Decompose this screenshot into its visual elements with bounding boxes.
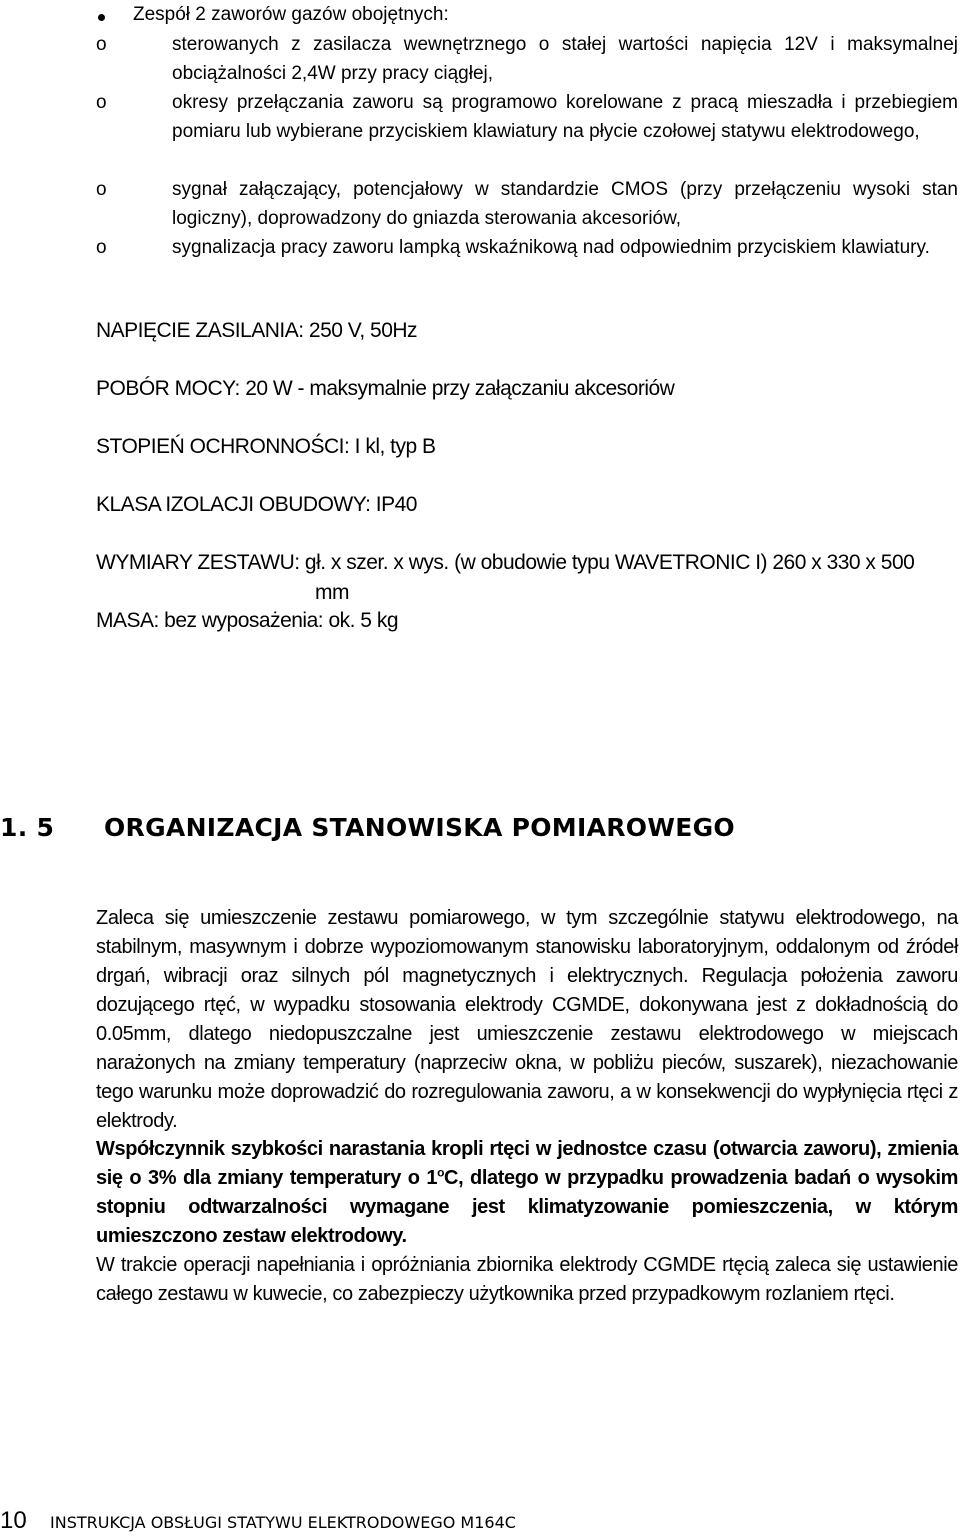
- sub-list-item-text: okresy przełączania zaworu są programowo korelowane z pracą mieszadła i przebiegiem pomiaru lub wybierane przyciskiem klawiatury na płycie czołowej statywu elektrodowego,: [172, 92, 958, 142]
- spec-power-consumption: POBÓR MOCY: 20 W - maksymalnie przy załączaniu akcesoriów: [96, 377, 675, 400]
- paragraph-temperature: [96, 1135, 958, 1251]
- bullet-dot-icon: [98, 14, 105, 21]
- spec-dimensions-unit: mm: [315, 581, 349, 604]
- paragraph-temperature-text: Współczynnik szybkości narastania kropli rtęci w jednostce czasu (otwarcia zaworu), zmienia się o 3% dla zmiany temperatury o 1: [96, 1138, 958, 1189]
- degree-sup: o: [437, 1165, 445, 1180]
- paragraph-temperature-text-cont: C, dlatego w przypadku prowadzenia badań o wysokim stopniu odtwarzalności wymagane jest klimatyzowanie pomieszczenia, w którym umieszczono zestaw elektrodowy.: [96, 1167, 958, 1247]
- sub-list-item: [96, 88, 958, 175]
- spec-insulation-class: KLASA IZOLACJI OBUDOWY: IP40: [96, 493, 417, 516]
- spec-protection-class: STOPIEŃ OCHRONNOŚCI: I kl, typ B: [96, 435, 436, 458]
- bullet-title: Zespół 2 zaworów gazów obojętnych:: [133, 4, 449, 25]
- sub-list-item-text: sterowanych z zasilacza wewnętrznego o stałej wartości napięcia 12V i maksymalnej obciążalności 2,4W przy pracy ciągłej,: [172, 34, 958, 84]
- sub-list-item: [96, 233, 958, 291]
- page-number: 10: [0, 1507, 27, 1534]
- sub-list-item: [96, 175, 958, 233]
- spec-mass: MASA: bez wyposażenia: ok. 5 kg: [96, 609, 398, 632]
- sub-bullet-marker: o: [96, 34, 107, 55]
- footer-title: INSTRUKCJA OBSŁUGI STATYWU ELEKTRODOWEGO M164C: [50, 1513, 516, 1532]
- sub-list-item-text: sygnał załączający, potencjałowy w standardzie CMOS (przy przełączeniu wysoki stan logiczny), doprowadzony do gniazda sterowania akcesoriów,: [172, 179, 958, 229]
- paragraph-placement: Zaleca się umieszczenie zestawu pomiarowego, w tym szczególnie statywu elektrodowego, na stabilnym, masywnym i dobrze wypoziomowanym stanowisku laboratoryjnym, oddalonym od źródeł drgań, wibracji oraz silnych pól magnetycznych i elektrycznych. Regulacja położenia zaworu dozującego rtęć, w wypadku stosowania elektrody CGMDE, dokonywana jest z dokładnością do 0.05mm, dlatego niedopuszczalne jest umieszczenie zestawu elektrodowego w miejscach narażonych na zmiany temperatury (naprzeciw okna, w pobliżu pieców, suszarek), niezachowanie tego warunku może doprowadzić do rozregulowania zaworu, a w konsekwencji do wypłynięcia rtęci z elektrody.: [96, 907, 958, 1132]
- paragraph-mercury-handling: W trakcie operacji napełniania i opróżniania zbiornika elektrody CGMDE rtęcią zaleca się ustawienie całego zestawu w kuwecie, co zabezpieczy użytkownika przed przypadkowym rozlaniem rtęci.: [96, 1254, 958, 1305]
- sub-bullet-marker: o: [96, 92, 107, 113]
- sub-list-item: [96, 30, 958, 88]
- sub-bullet-marker: o: [96, 237, 107, 258]
- spec-dimensions-line: WYMIARY ZESTAWU: gł. x szer. x wys. (w obudowie typu WAVETRONIC I) 260 x 330 x 500: [96, 551, 915, 574]
- bullet-list: [0, 0, 960, 310]
- spec-dimensions: [96, 548, 956, 608]
- page-footer: [0, 1506, 960, 1536]
- sub-bullet-marker: o: [96, 179, 107, 200]
- section-title: ORGANIZACJA STANOWISKA POMIAROWEGO: [104, 813, 735, 842]
- sub-list-item-text: sygnalizacja pracy zaworu lampką wskaźnikową nad odpowiednim przyciskiem klawiatury.: [172, 237, 930, 258]
- spec-power-supply: NAPIĘCIE ZASILANIA: 250 V, 50Hz: [96, 319, 418, 342]
- section-number: 1. 5: [0, 813, 55, 842]
